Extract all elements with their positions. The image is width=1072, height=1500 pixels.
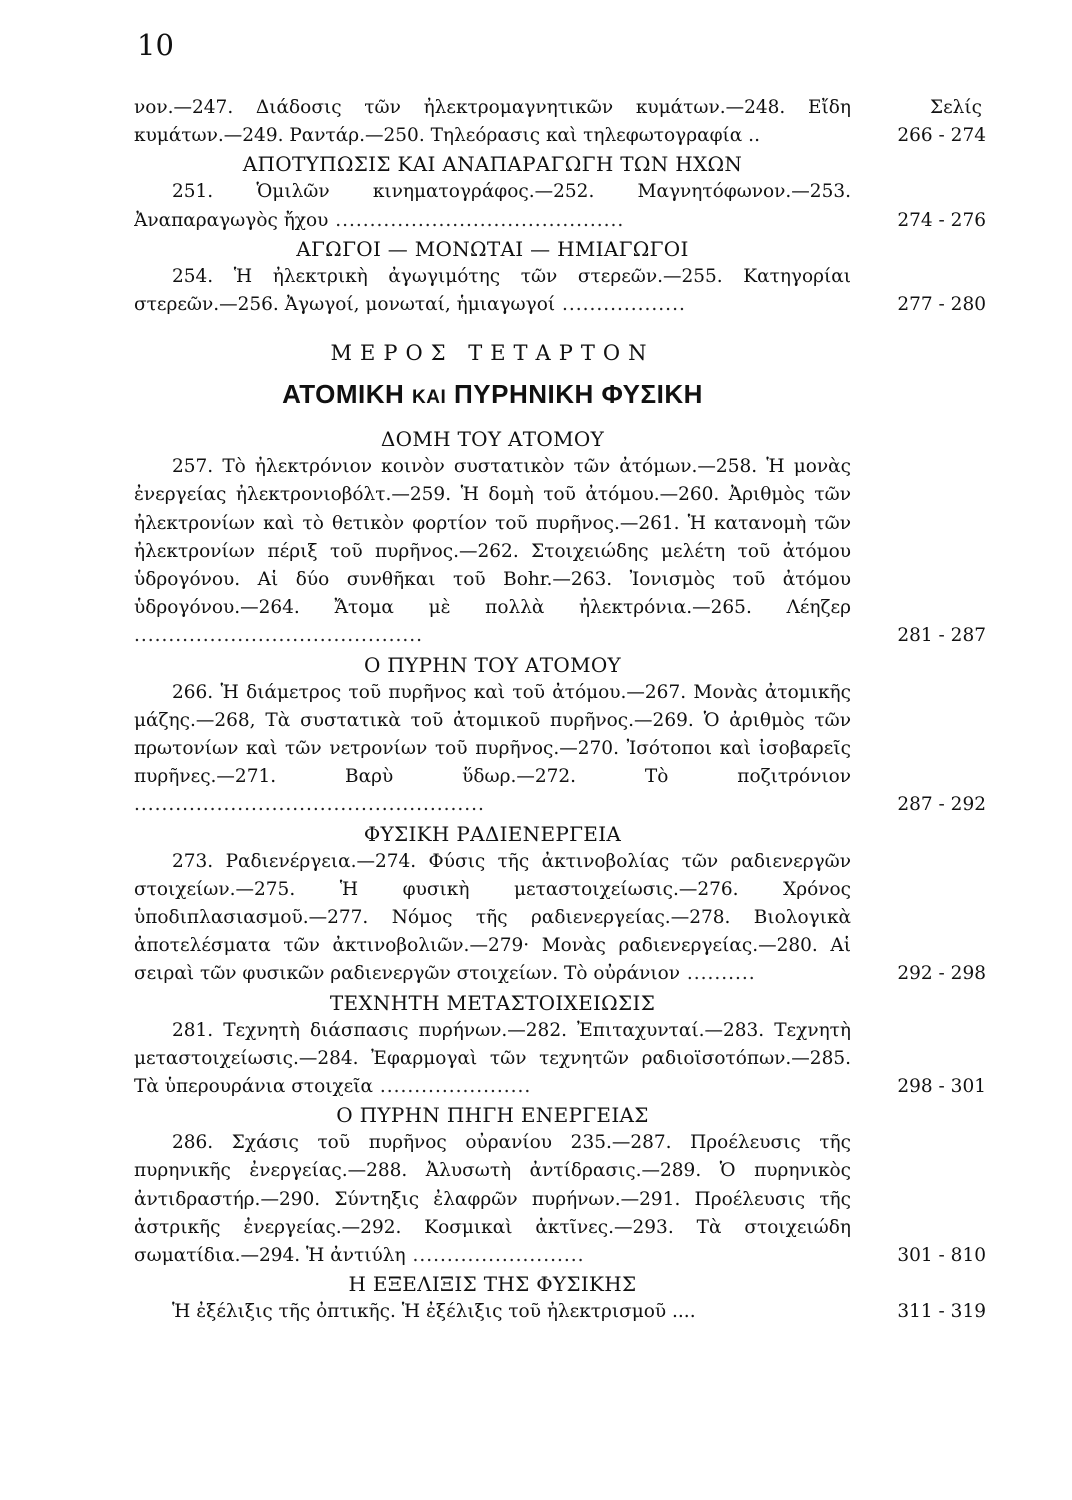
page-range: 266 - 274 [897, 125, 986, 147]
toc-entry [134, 1017, 986, 1102]
entry-text: νον.—247. Διάδοσις τῶν ἠλεκτρομαγνητικῶν κυμάτων.—248. Εἴδη κυμάτων.—249. Ραντάρ.—250. Τηλεόρασις καὶ τηλεφωτογραφία .. [134, 97, 851, 147]
entry-text: Ἡ ἐξέλιξις τῆς ὀπτικῆς. Ἡ ἐξέλιξις τοῦ ἠλεκτρισμοῦ .... [172, 1301, 696, 1323]
toc-entry [134, 178, 986, 234]
page-range: 281 - 287 [897, 625, 986, 647]
toc-entry [134, 263, 986, 319]
table-of-contents [134, 94, 986, 1328]
page-range: 277 - 280 [897, 294, 986, 316]
toc-entry [134, 453, 986, 650]
page-range: 301 - 810 [897, 1245, 986, 1267]
page-number: 10 [137, 28, 174, 62]
entry-text: 254. Ἡ ἠλεκτρικὴ ἀγωγιμότης τῶν στερεῶν.—255. Κατηγορίαι στερεῶν.—256. Ἀγωγοί, μονωταί, ἡμιαγωγοί .................. [134, 265, 851, 316]
entry-text: 286. Σχάσις τοῦ πυρῆνος οὐρανίου 235.—287. Προέλευσις τῆς πυρηνικῆς ἐνεργείας.—288. Ἀλυσωτὴ ἀντίδρασις.—289. Ὁ πυρηνικὸς ἀντιδραστήρ.—290. Σύντηξις ἐλαφρῶν πυρήνων.—291. Προέλευσις τῆς ἀστρικῆς ἐνεργείας.—292. Κοσμικαὶ ἀκτῖνες.—293. Τὰ στοιχειώδη σωματίδια.—294. Ἡ ἀντιύλη ......................... [134, 1132, 851, 1267]
page-range: 311 - 319 [897, 1301, 986, 1323]
section-heading: Ο ΠΥΡΗΝ ΤΟΥ ΑΤΟΜΟΥ [363, 652, 622, 677]
section-heading: ΑΓΩΓΟΙ — ΜΟΝΩΤΑΙ — ΗΜΙΑΓΩΓΟΙ [296, 236, 689, 261]
section-heading: Η ΕΞΕΛΙΞΙΣ ΤΗΣ ΦΥΣΙΚΗΣ [348, 1272, 637, 1297]
toc-entry [134, 679, 986, 820]
entry-text: 257. Τὸ ἠλεκτρόνιον κοινὸν συστατικὸν τῶν ἀτόμων.—258. Ἡ μονὰς ἐνεργείας ἠλεκτρονιοβόλτ.—259. Ἡ δομὴ τοῦ ἀτόμου.—260. Ἀριθμὸς τῶν ἠλεκτρονίων καὶ τὸ θετικὸν φορτίον τοῦ πυρῆνος.—261. Ἡ κατανομὴ τῶν ἠλεκτρονίων πέριξ τοῦ πυρῆνος.—262. Στοιχειώδης μελέτη τοῦ ἀτόμου ὑδρογόνου. Αἱ δύο συνθῆκαι τοῦ Bohr.—263. Ἰονισμὸς τοῦ ἀτόμου ὑδρογόνου.—264. Ἄτομα μὲ πολλὰ ἠλεκτρόνια.—265. Λέηζερ .......................................... [134, 456, 851, 647]
entry-text: 273. Ραδιενέργεια.—274. Φύσις τῆς ἀκτινοβολίας τῶν ραδιενεργῶν στοιχείων.—275. Ἡ φυσικὴ μεταστοιχείωσις.—276. Χρόνος ὑποδιπλασιασμοῦ.—277. Νόμος τῆς ραδιενεργείας.—278. Βιολογικὰ ἀποτελέσματα τῶν ἀκτινοβολιῶν.—279· Μονὰς ραδιενεργείας.—280. Αἱ σειραὶ τῶν φυσικῶν ραδιενεργῶν στοιχείων. Τὸ οὐράνιον .......... [134, 850, 851, 985]
page-range: 298 - 301 [897, 1076, 986, 1098]
section-heading: ΑΠΟΤΥΠΩΣΙΣ ΚΑΙ ΑΝΑΠΑΡΑΓΩΓΗ ΤΩΝ ΗΧΩΝ [242, 152, 743, 177]
page-range: 292 - 298 [897, 963, 986, 985]
page-range: 287 - 292 [897, 794, 986, 816]
entry-text: 266. Ἡ διάμετρος τοῦ πυρῆνος καὶ τοῦ ἀτόμου.—267. Μονὰς ἀτομικῆς μάζης.—268, Τὰ συστατικὰ τοῦ ἀτομικοῦ πυρῆνος.—269. Ὁ ἀριθμὸς τῶν πρωτονίων καὶ τῶν νετρονίων τοῦ πυρῆνος.—270. Ἰσότοποι καὶ ἰσοβαρεῖς πυρῆνες.—271. Βαρὺ ὕδωρ.—272. Τὸ ποζιτρόνιον ................................................... [134, 681, 851, 816]
toc-entry [134, 94, 986, 150]
section-heading: ΤΕΧΝΗΤΗ ΜΕΤΑΣΤΟΙΧΕΙΩΣΙΣ [329, 990, 656, 1015]
entry-text: 281. Τεχνητὴ διάσπασις πυρήνων.—282. Ἐπιταχυνταί.—283. Τεχνητὴ μεταστοιχείωσις.—284. Ἐφαρμογαὶ τῶν τεχνητῶν ραδιοϊσοτόπων.—285. Τὰ ὑπερουράνια στοιχεῖα ...................... [134, 1019, 851, 1098]
section-heading: ΔΟΜΗ ΤΟΥ ΑΤΟΜΟΥ [380, 427, 605, 452]
toc-entry [134, 1129, 986, 1270]
section-heading: ΦΥΣΙΚΗ ΡΑΔΙΕΝΕΡΓΕΙΑ [363, 821, 622, 846]
part-heading: ΜΕΡΟΣ ΤΕΤΑΡΤΟΝ [330, 341, 655, 366]
toc-entry [134, 1298, 986, 1326]
column-label: Σελίς [929, 97, 982, 119]
toc-entry [134, 848, 986, 989]
part-title: ΑΤΟΜΙΚΗ ΚΑΙ ΠΥΡΗΝΙΚΗ ΦΥΣΙΚΗ [282, 379, 703, 410]
entry-text: 251. Ὁμιλῶν κινηματογράφος.—252. Μαγνητόφωνον.—253. Ἀναπαραγωγὸς ἤχου .......................................... [134, 181, 851, 231]
section-heading: Ο ΠΥΡΗΝ ΠΗΓΗ ΕΝΕΡΓΕΙΑΣ [336, 1103, 649, 1128]
page-range: 274 - 276 [897, 209, 986, 231]
